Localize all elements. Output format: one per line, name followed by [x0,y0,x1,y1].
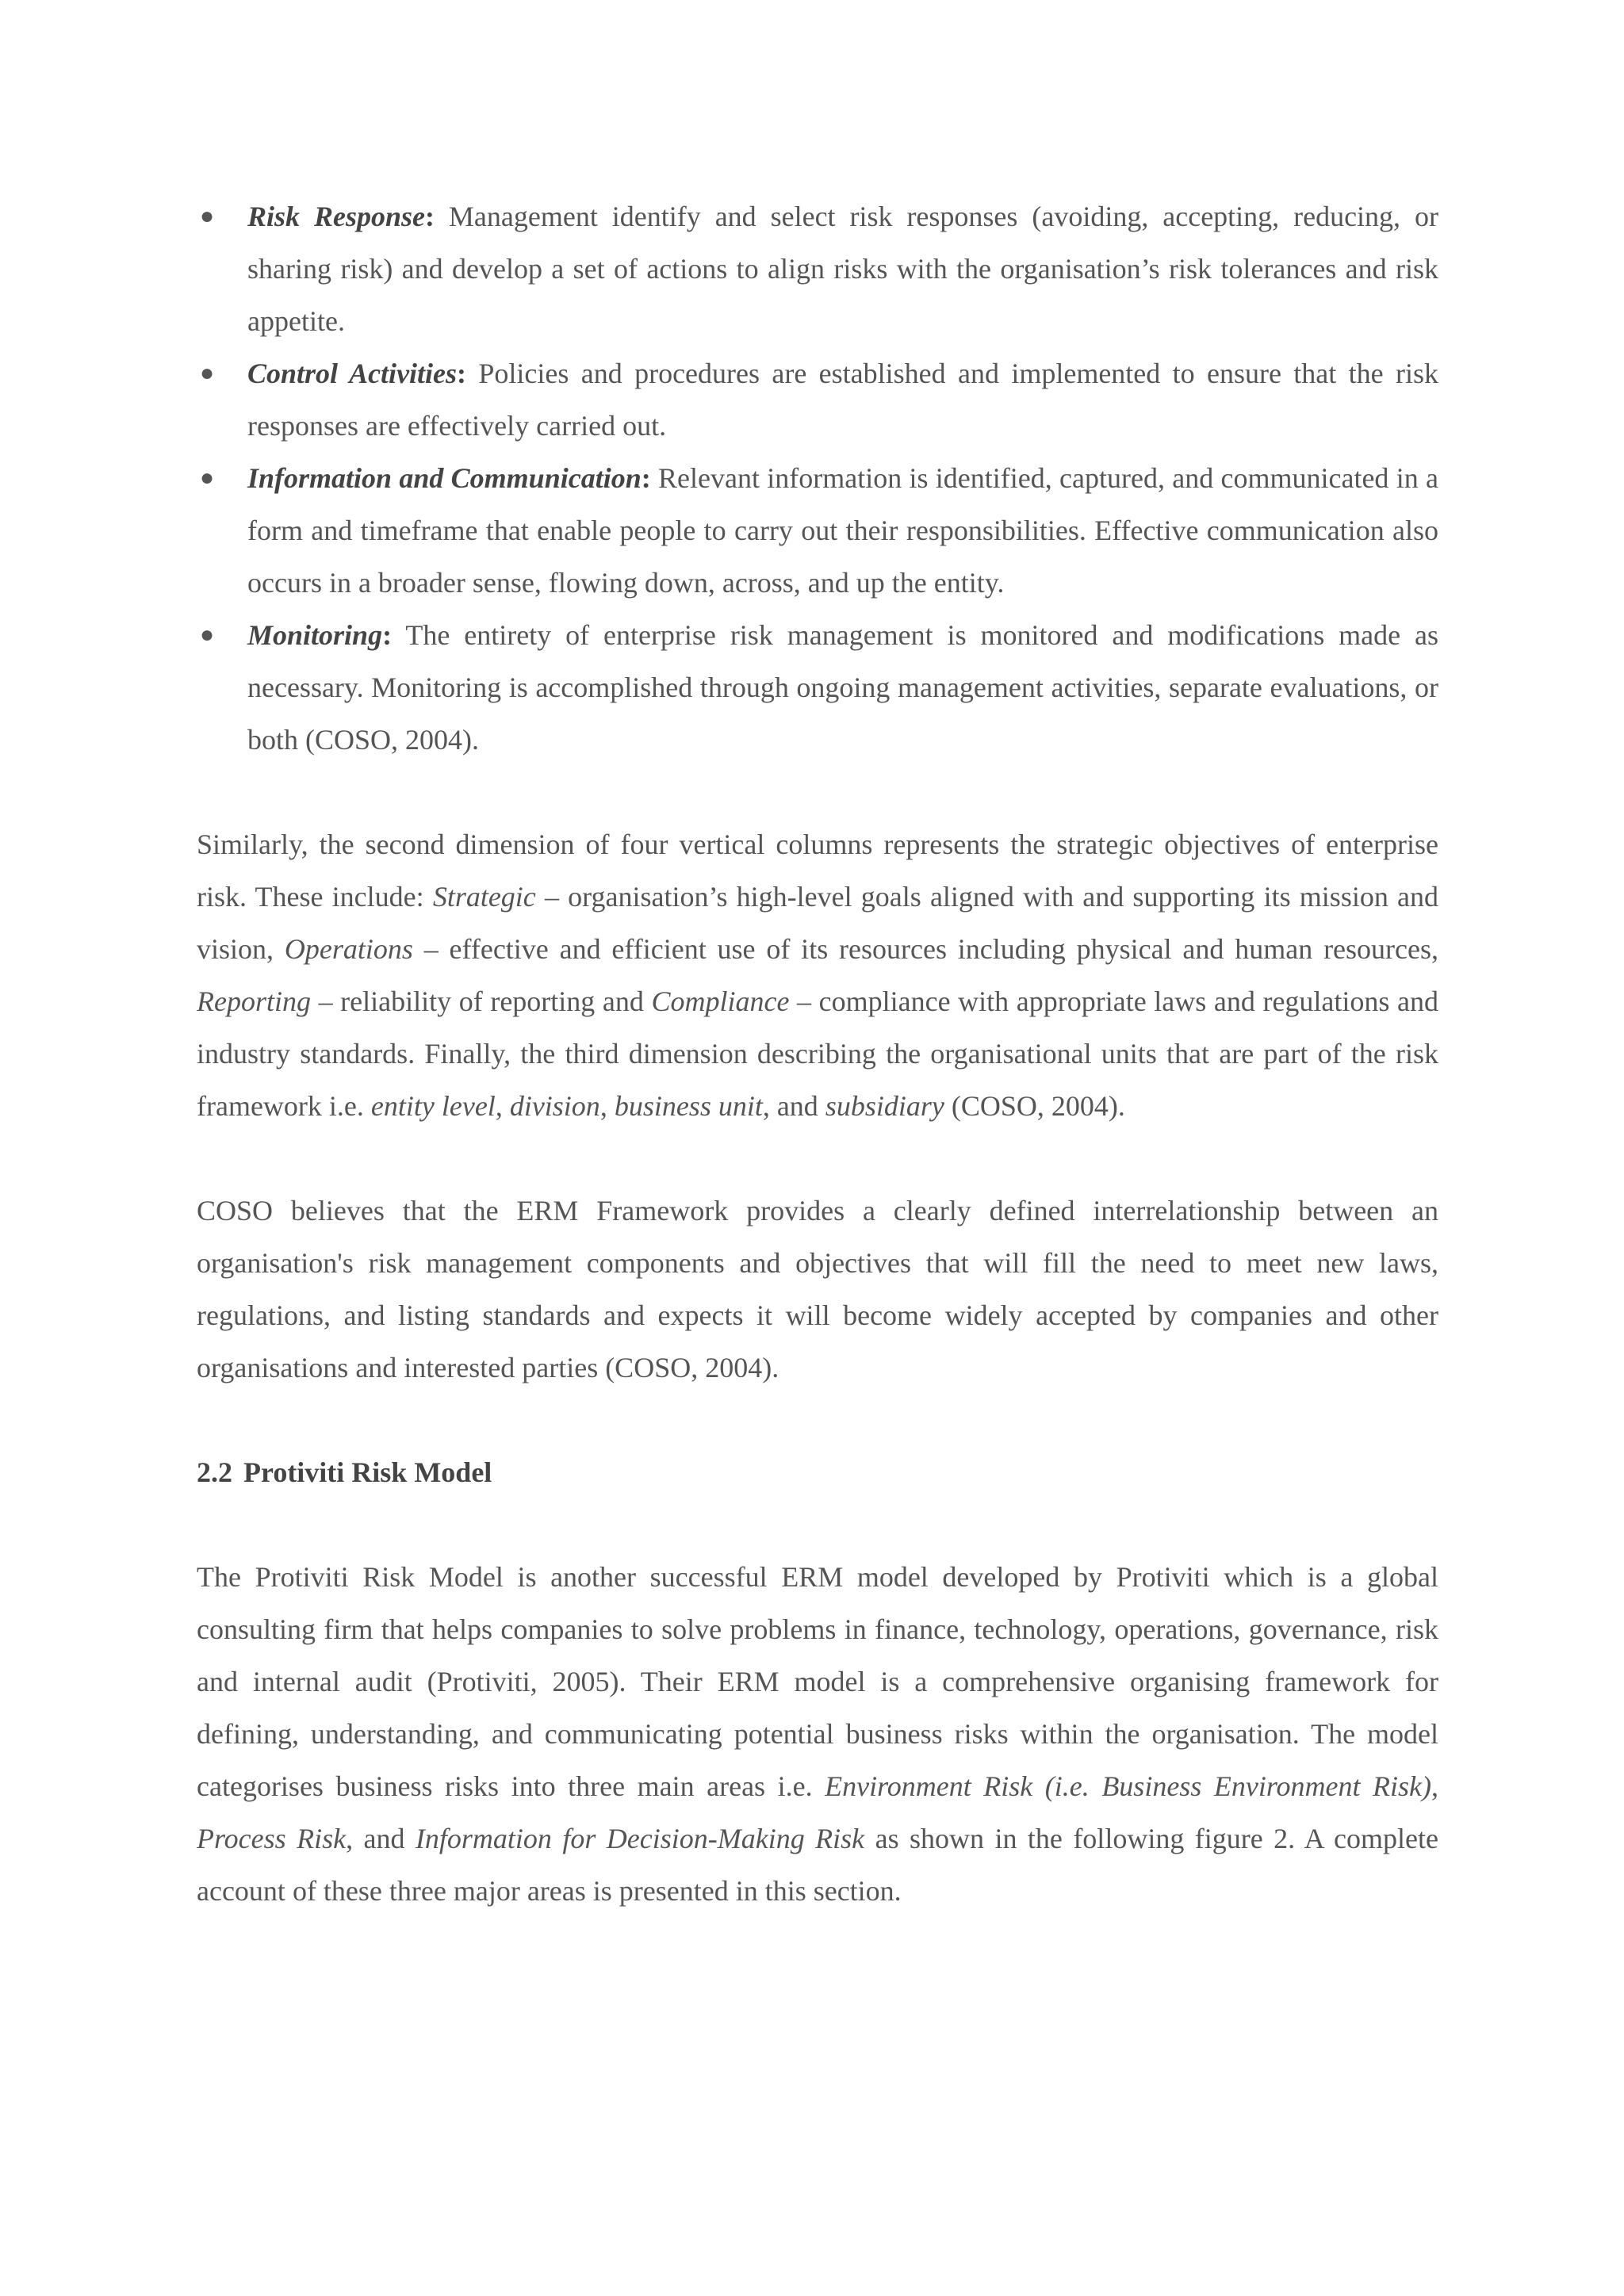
section-title: Protiviti Risk Model [243,1456,492,1488]
bullet-item-control-activities: ● Control Activities: Policies and procedures are established and implemented to ensure that the risk responses are effectively carried out. [197,347,1438,452]
section-number: 2.2 [197,1456,232,1488]
paragraph-protiviti-model: The Protiviti Risk Model is another successful ERM model developed by Protiviti which is a global consulting firm that helps companies to solve problems in finance, technology, operations, governance, risk and internal audit (Protiviti, 2005). Their ERM model is a comprehensive organising framework for defining, understanding, and communicating potential business risks within the organisation. The model categorises business risks into three main areas i.e. Environment Risk (i.e. Business Environment Risk), Process Risk, and Information for Decision-Making Risk as shown in the following figure 2. A complete account of these three major areas is presented in this section. [197,1561,1438,1907]
bullet-icon: ● [200,465,215,491]
bullet-term: Information and Communication [247,462,642,494]
paragraph-dimensions: Similarly, the second dimension of four vertical columns represents the strategic objectives of enterprise risk. These include: Strategic – organisation’s high-level goals aligned with and supporting its mission and vision, Operations – effective and efficient use of its resources including physical and human resources, Reporting – reliability of reporting and Compliance – compliance with appropriate laws and regulations and industry standards. Finally, the third dimension describing the organisational units that are part of the risk framework i.e. entity level, division, business unit, and subsidiary (COSO, 2004). [197,828,1438,1122]
section-heading [197,1446,1438,1498]
bullet-term: Risk Response [247,201,425,232]
bullet-icon: ● [200,203,215,229]
bullet-term: Monitoring [247,619,383,651]
bullet-item-information-communication: ● Information and Communication: Relevant information is identified, captured, and communicated in a form and timeframe that enable people to carry out their responsibilities. Effective communication also occurs in a broader sense, flowing down, across, and up the entity. [197,452,1438,609]
bullet-item-risk-response: ● Risk Response: Management identify and select risk responses (avoiding, accepting, reducing, or sharing risk) and develop a set of actions to align risks with the organisation’s risk tolerances and risk appetite. [197,190,1438,347]
bullet-text: Policies and procedures are established and implemented to ensure that the risk responses are effectively carried out. [247,358,1438,442]
bullet-text: The entirety of enterprise risk management is monitored and modifications made as necessary. Monitoring is accomplished through ongoing management activities, separate evaluations, or both (COSO, 2004). [247,619,1438,756]
paragraph-coso-beliefs: COSO believes that the ERM Framework provides a clearly defined interrelationship between an organisation's risk management components and objectives that will fill the need to meet new laws, regulations, and listing standards and expects it will become widely accepted by companies and other organisations and interested parties (COSO, 2004). [197,1195,1438,1383]
bullet-item-monitoring: ● Monitoring: The entirety of enterprise risk management is monitored and modifications made as necessary. Monitoring is accomplished through ongoing management activities, separate evaluations, or both (COSO, 2004). [197,609,1438,766]
bullet-icon: ● [200,622,215,648]
bullet-text: Management identify and select risk responses (avoiding, accepting, reducing, or sharing risk) and develop a set of actions to align risks with the organisation’s risk tolerances and risk appetite. [247,201,1438,337]
bullet-icon: ● [200,360,215,386]
bullet-text: Relevant information is identified, captured, and communicated in a form and timeframe that enable people to carry out their responsibilities. Effective communication also occurs in a broader sense, flowing down, across, and up the entity. [247,462,1438,599]
bullet-term: Control Activities [247,358,458,389]
component-bullet-list [197,190,1438,766]
document-page [197,190,1438,1917]
